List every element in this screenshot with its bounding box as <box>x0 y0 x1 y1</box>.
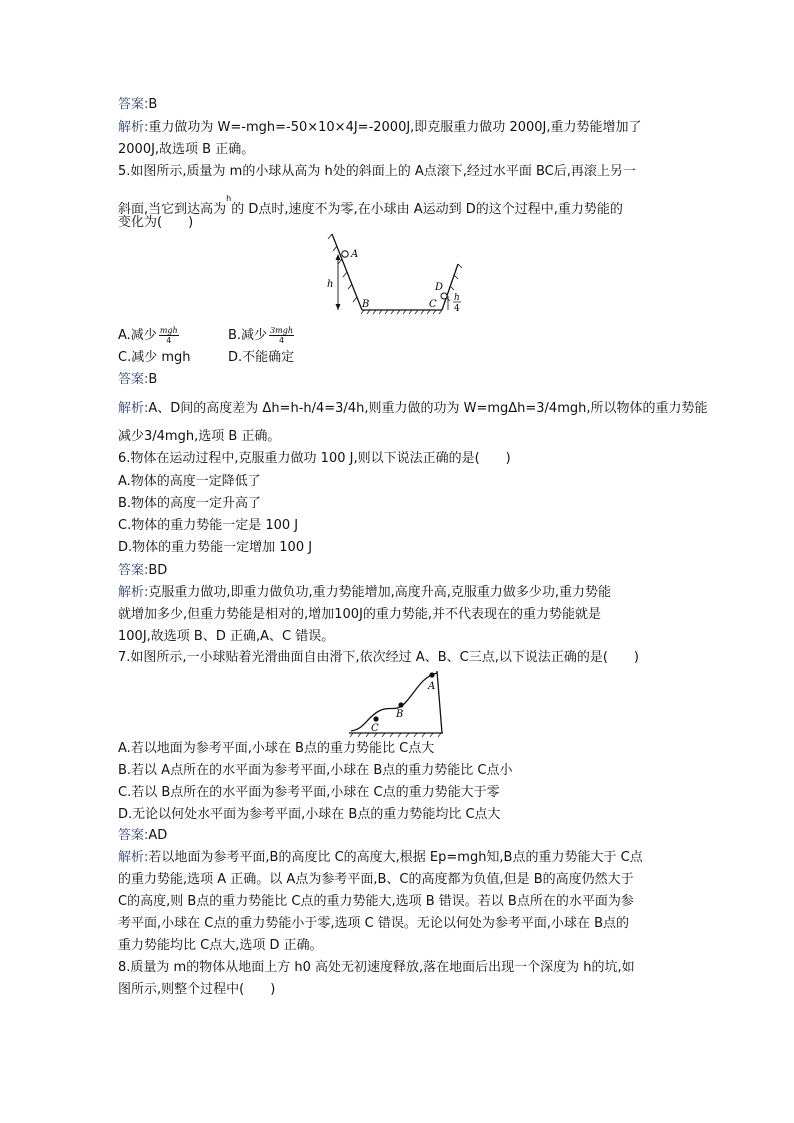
q5-option-a <box>118 326 179 345</box>
option-text: B.减少 <box>228 328 268 343</box>
q7-option-d: D.无论以何处水平面为参考平面,小球在 B点的重力势能均比 C点大 <box>118 807 501 822</box>
label-A: A <box>351 249 359 260</box>
answer-label: 答案: <box>118 828 149 843</box>
q5-stem-line3: 变化为( ) <box>118 215 194 230</box>
analysis-text: 若以地面为参考平面,B的高度比 C的高度大,根据 Ep=mgh知,B点的重力势能大于 C点 <box>148 850 643 865</box>
fraction: mgh 4 <box>159 326 178 345</box>
answer-label: 答案: <box>118 563 149 578</box>
label-h4-num: h <box>454 293 460 303</box>
answer-value: BD <box>148 563 168 578</box>
q4-analysis-line2: 2000J,故选项 B 正确。 <box>118 142 255 157</box>
analysis-label: 解析: <box>118 401 149 416</box>
answer-value: AD <box>148 828 168 843</box>
q5-stem-line2 <box>118 190 623 219</box>
analysis-label: 解析: <box>118 850 149 865</box>
q7-analysis-line4: 考平面,小球在 C点的重力势能小于零,选项 C 错误。无论以何处为参考平面,小球在 B点的 <box>118 916 629 931</box>
q7-option-b: B.若以 A点所在的水平面为参考平面,小球在 B点的重力势能比 C点小 <box>118 763 513 778</box>
q5-option-c: C.减少 mgh <box>118 350 191 365</box>
q6-answer <box>118 562 167 580</box>
label-C: C <box>371 723 379 734</box>
analysis-text: A、D间的高度差为 Δh=h-h/4=3/4h,则重力做的功为 W=mgΔh=3/4mgh,所以物体的重力势能 <box>148 401 708 416</box>
q6-option-d: D.物体的重力势能一定增加 100 J <box>118 540 313 555</box>
stem-text: 的 D点时,速度不为零,在小球由 A运动到 D的这个过程中,重力势能的 <box>231 202 623 217</box>
q5-option-d: D.不能确定 <box>228 350 295 365</box>
q5-stem-line1: 5.如图所示,质量为 m的小球从高为 h处的斜面上的 A点滚下,经过水平面 BC后,再滚上另一 <box>118 164 636 179</box>
label-C: C <box>429 299 437 310</box>
q6-option-a: A.物体的高度一定降低了 <box>118 474 261 489</box>
q5-answer <box>118 371 157 389</box>
q4-analysis-line1 <box>118 119 642 137</box>
q5-option-b <box>228 326 294 345</box>
q6-stem: 6.物体在运动过程中,克服重力做功 100 J,则以下说法正确的是( ) <box>118 451 511 466</box>
option-text: A.减少 <box>118 328 157 343</box>
q7-option-c: C.若以 B点所在的水平面为参考平面,小球在 C点的重力势能大于零 <box>118 785 500 800</box>
label-B: B <box>362 299 370 310</box>
answer-label: 答案: <box>118 97 149 112</box>
q5-figure <box>318 228 478 318</box>
q7-analysis-line2: 的重力势能,选项 A 正确。以 A点为参考平面,B、C的高度都为负值,但是 B的高度仍然大于 <box>118 872 634 887</box>
analysis-label: 解析: <box>118 120 149 135</box>
label-A: A <box>428 681 436 692</box>
q5-analysis-line2: 减少3/4mgh,选项 B 正确。 <box>118 429 281 444</box>
q7-stem: 7.如图所示,一小球贴着光滑曲面自由滑下,依次经过 A、B、C三点,以下说法正确的是( ) <box>118 650 639 665</box>
q6-analysis-line1 <box>118 584 611 602</box>
q6-analysis-line3: 100J,故选项 B、D 正确,A、C 错误。 <box>118 629 335 644</box>
q7-option-a: A.若以地面为参考平面,小球在 B点的重力势能比 C点大 <box>118 741 435 756</box>
q7-answer <box>118 827 167 845</box>
stem-text: 斜面,当它到达高为 <box>118 202 227 217</box>
analysis-text: 克服重力做功,即重力做负功,重力势能增加,高度升高,克服重力做多少功,重力势能 <box>148 585 612 600</box>
small-fraction-h: h <box>226 194 232 203</box>
q7-figure <box>345 669 450 737</box>
label-B: B <box>396 709 404 720</box>
q8-stem-line1: 8.质量为 m的物体从地面上方 h0 高处无初速度释放,落在地面后出现一个深度为 h的坑,如 <box>118 960 635 975</box>
label-D: D <box>435 282 444 293</box>
q7-analysis-line5: 重力势能均比 C点大,选项 D 正确。 <box>118 938 323 953</box>
q5-analysis-line1 <box>118 400 708 418</box>
label-h4-den: 4 <box>454 304 460 314</box>
label-h: h <box>327 279 334 290</box>
fraction: 3mgh 4 <box>270 326 294 345</box>
q8-stem-line2: 图所示,则整个过程中( ) <box>118 982 276 997</box>
q4-answer <box>118 96 157 114</box>
answer-value: B <box>148 372 158 387</box>
q6-analysis-line2: 就增加多少,但重力势能是相对的,增加100J的重力势能,并不代表现在的重力势能就是 <box>118 607 602 622</box>
q7-analysis-line1 <box>118 849 643 867</box>
analysis-label: 解析: <box>118 585 149 600</box>
answer-value: B <box>148 97 158 112</box>
q7-analysis-line3: C的高度,则 B点的重力势能比 C点的重力势能大,选项 B 错误。若以 B点所在的水平面为参 <box>118 894 634 909</box>
q6-option-b: B.物体的高度一定升高了 <box>118 496 262 511</box>
q6-option-c: C.物体的重力势能一定是 100 J <box>118 518 299 533</box>
analysis-text: 重力做功为 W=-mgh=-50×10×4J=-2000J,即克服重力做功 2000J,重力势能增加了 <box>148 120 642 135</box>
answer-label: 答案: <box>118 372 149 387</box>
